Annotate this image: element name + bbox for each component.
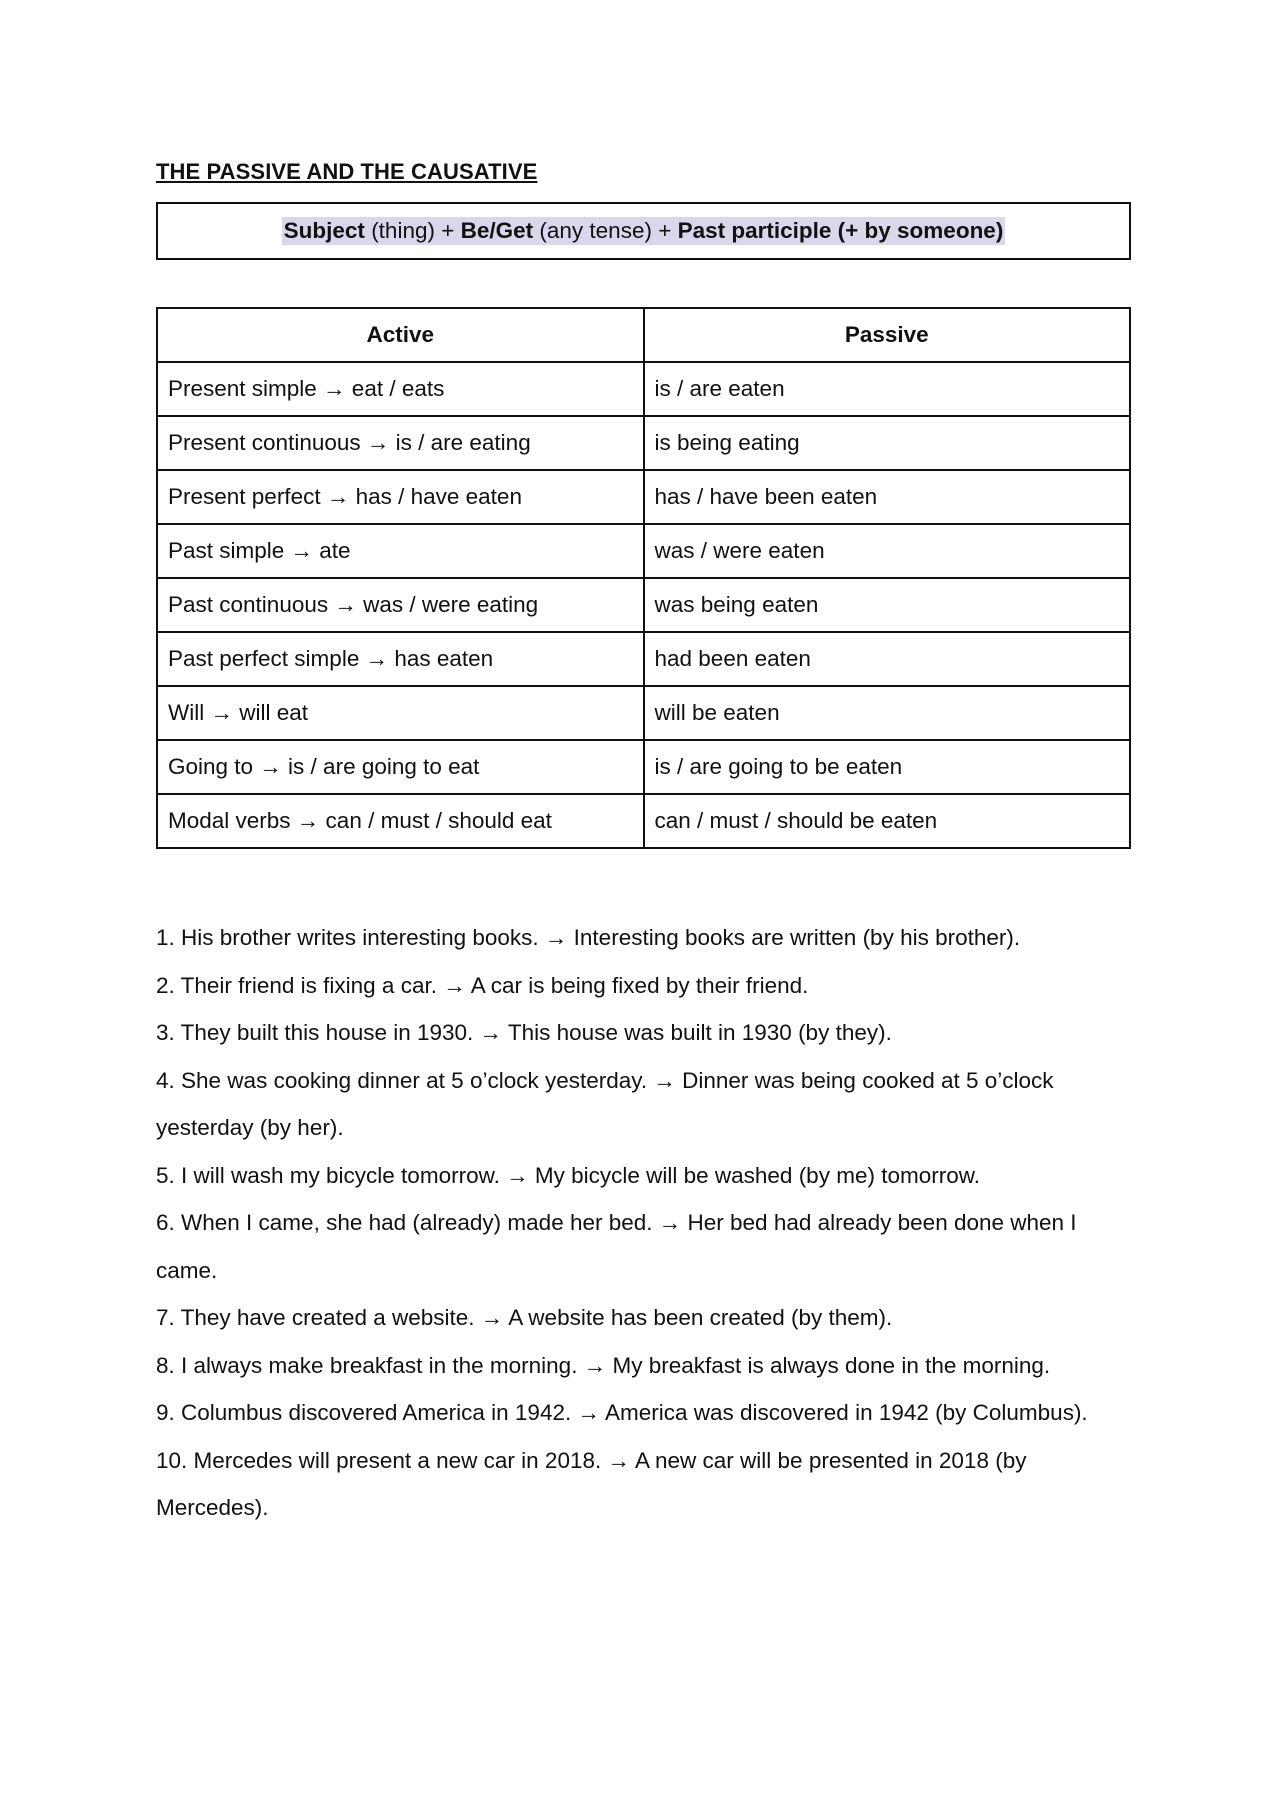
table-row (157, 740, 1130, 794)
passive-cell: is being eating (644, 416, 1131, 470)
active-cell: Past simple → ate (157, 524, 644, 578)
list-item: 2. Their friend is fixing a car. → A car is being fixed by their friend. (156, 972, 809, 998)
active-cell: Past perfect simple → has eaten (157, 632, 644, 686)
formula-past-participle: Past participle (+ by someone) (677, 218, 1004, 243)
list-item: 8. I always make breakfast in the morning. → My breakfast is always done in the morning. (156, 1352, 1051, 1378)
formula-be-get: Be/Get (460, 218, 534, 243)
formula-subject: Subject (283, 218, 365, 243)
formula-box (156, 202, 1131, 260)
tense-table (156, 307, 1131, 849)
table-row (157, 524, 1130, 578)
passive-cell: has / have been eaten (644, 470, 1131, 524)
active-cell: Present simple → eat / eats (157, 362, 644, 416)
formula-subject-note: (thing) + (364, 218, 461, 243)
passive-cell: can / must / should be eaten (644, 794, 1131, 848)
active-cell: Will → will eat (157, 686, 644, 740)
active-cell: Modal verbs → can / must / should eat (157, 794, 644, 848)
active-cell: Present continuous → is / are eating (157, 416, 644, 470)
list-item: 3. They built this house in 1930. → This house was built in 1930 (by they). (156, 1020, 892, 1045)
table-row (157, 416, 1130, 470)
list-item: 4. She was cooking dinner at 5 o’clock yesterday. → Dinner was being cooked at 5 o’clock yesterday (by her). (156, 1067, 1054, 1140)
table-row (157, 470, 1130, 524)
table-row (157, 578, 1130, 632)
table-header-row (157, 308, 1130, 362)
active-cell: Present perfect → has / have eaten (157, 470, 644, 524)
table-row (157, 362, 1130, 416)
table-row (157, 794, 1130, 848)
list-item: 9. Columbus discovered America in 1942. → America was discovered in 1942 (by Columbus). (156, 1400, 1088, 1425)
list-item: 10. Mercedes will present a new car in 2018. → A new car will be presented in 2018 (by Mercedes). (156, 1447, 1027, 1520)
passive-cell: will be eaten (644, 686, 1131, 740)
table-row (157, 686, 1130, 740)
passive-cell: is / are eaten (644, 362, 1131, 416)
list-item: 6. When I came, she had (already) made her bed. → Her bed had already been done when I came. (156, 1210, 1077, 1283)
example-list (156, 914, 1131, 1532)
passive-cell: was being eaten (644, 578, 1131, 632)
active-cell: Going to → is / are going to eat (157, 740, 644, 794)
header-passive: Passive (644, 308, 1131, 362)
list-item: 7. They have created a website. → A website has been created (by them). (156, 1305, 893, 1330)
active-cell: Past continuous → was / were eating (157, 578, 644, 632)
formula-be-get-note: (any tense) + (533, 218, 678, 243)
list-item: 5. I will wash my bicycle tomorrow. → My bicycle will be washed (by me) tomorrow. (156, 1162, 980, 1188)
table-row (157, 632, 1130, 686)
passive-cell: is / are going to be eaten (644, 740, 1131, 794)
formula-line (282, 217, 1006, 245)
page-title: THE PASSIVE AND THE CAUSATIVE (156, 159, 538, 184)
list-item: 1. His brother writes interesting books. → Interesting books are written (by his brother). (156, 925, 1021, 950)
passive-cell: had been eaten (644, 632, 1131, 686)
passive-cell: was / were eaten (644, 524, 1131, 578)
header-active: Active (157, 308, 644, 362)
